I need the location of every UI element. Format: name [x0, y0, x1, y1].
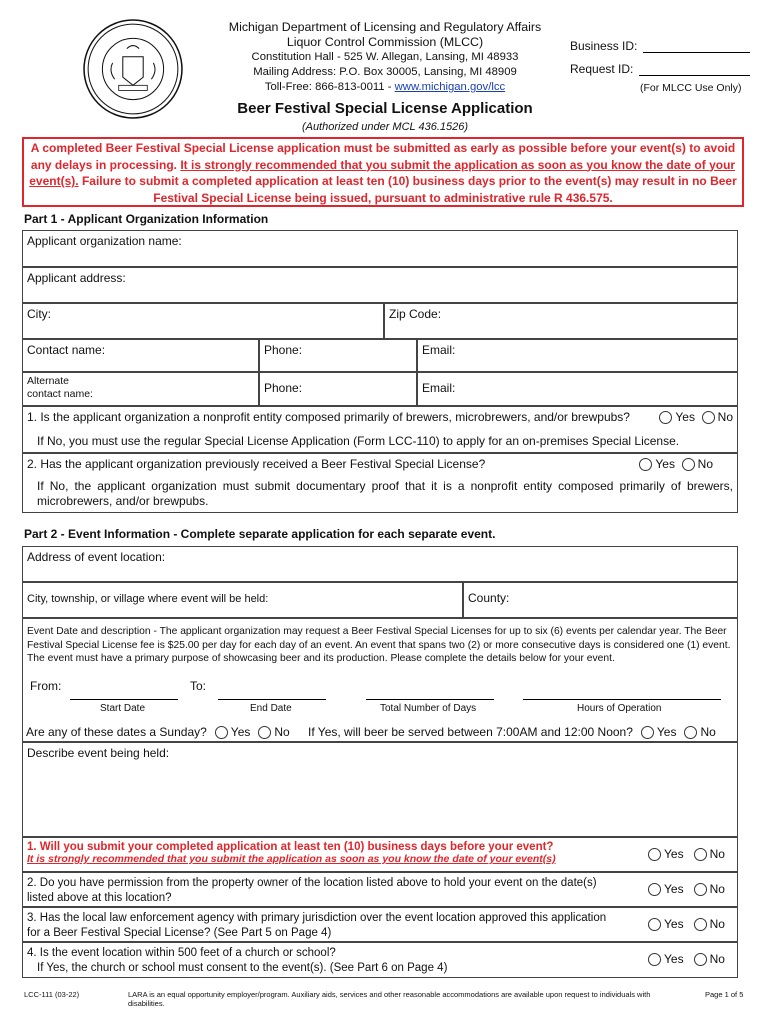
- total-days-field[interactable]: [366, 699, 494, 700]
- no-label: No: [717, 410, 733, 424]
- address-line-2: Mailing Address: P.O. Box 30005, Lansing, MI 48909: [253, 66, 517, 78]
- warning-p3: Failure to submit a completed application at least ten (10) business days prior to the event(s) may result in no Beer Festival Special License being issued, pursuant to administrative rule R 436.575.: [81, 174, 737, 205]
- phone-line: [215, 80, 555, 95]
- part2-q4-note: If Yes, the church or school must consent to the event(s). (See Part 6 on Page 4): [37, 962, 448, 974]
- yes-label: Yes: [664, 847, 684, 861]
- from-label: From:: [30, 679, 62, 693]
- org-name-field[interactable]: [22, 230, 738, 267]
- part1-q1-row: [22, 406, 738, 453]
- form-subtitle: (Authorized under MCL 436.1526): [301, 121, 469, 133]
- warning-p2: It is strongly recommended that you submit the application as soon as you know the date of your event(s).: [29, 157, 736, 188]
- part2-q1-no[interactable]: [694, 847, 725, 861]
- part2-q4-text: 4. Is the event location within 500 feet of a church or school?: [27, 947, 336, 959]
- part1-q2-note: If No, the applicant organization must submit documentary proof that it is a nonprofit entity composed primarily of brewers, microbrewers, and/or brewpubs.: [37, 478, 733, 508]
- radio-circle-icon: [694, 848, 707, 861]
- event-address-label: Address of event location:: [27, 550, 166, 564]
- radio-circle-icon: [659, 411, 672, 424]
- phone-text: Toll-Free: 866-813-0011 -: [264, 81, 395, 93]
- yes-label: Yes: [230, 725, 251, 739]
- part1-q2-text: 2. Has the applicant organization previously received a Beer Festival Special License?: [27, 457, 486, 471]
- radio-circle-icon: [702, 411, 715, 424]
- alt-phone-label: Phone:: [264, 381, 303, 395]
- county-field[interactable]: [463, 582, 738, 618]
- warning-p1: A completed Beer Festival Special License application must be submitted as early as possible before your event(s) to avoid any delays in processing.: [30, 141, 736, 172]
- eeo-statement: LARA is an equal opportunity employer/program. Auxiliary aids, services and other reasonable accommodations are available upon request to individuals with disabilities.: [128, 990, 651, 1008]
- contact-name-field[interactable]: [22, 339, 259, 372]
- radio-circle-icon: [648, 953, 661, 966]
- radio-circle-icon: [684, 726, 697, 739]
- sunday-no[interactable]: [258, 725, 289, 739]
- county-label: County:: [468, 591, 510, 605]
- part2-q4-yes[interactable]: [648, 952, 684, 966]
- event-description-field[interactable]: [22, 742, 738, 837]
- agency-header: [215, 20, 555, 95]
- no-label: No: [700, 725, 716, 739]
- event-city-label: City, township, or village where event will be held:: [27, 593, 269, 605]
- part2-q2-yes[interactable]: [648, 882, 684, 896]
- radio-circle-icon: [258, 726, 271, 739]
- end-date-label: End Date: [250, 703, 292, 714]
- part1-q2-no[interactable]: [682, 457, 713, 471]
- sunday-yes[interactable]: [215, 725, 251, 739]
- part1-heading: Part 1 - Applicant Organization Information: [24, 212, 269, 226]
- address-line-1: Constitution Hall - 525 W. Allegan, Lansing, MI 48933: [251, 51, 519, 63]
- email-field[interactable]: [417, 339, 738, 372]
- request-id-field[interactable]: [639, 61, 750, 76]
- radio-circle-icon: [641, 726, 654, 739]
- radio-circle-icon: [694, 918, 707, 931]
- business-id-label: Business ID:: [570, 39, 638, 53]
- part2-q2-options: [648, 882, 725, 896]
- dept-name: Michigan Department of Licensing and Regulatory Affairs: [228, 20, 542, 34]
- yes-label: Yes: [656, 725, 677, 739]
- no-label: No: [697, 457, 713, 471]
- form-number: LCC-111 (03-22): [24, 990, 80, 999]
- sunday-row: [26, 725, 290, 739]
- zip-label: Zip Code:: [389, 307, 442, 321]
- business-id-field[interactable]: [643, 38, 750, 53]
- part2-q3-text: 3. Has the local law enforcement agency with primary jurisdiction over the event location approved this application for a Beer Festival Special License? (See Part 5 on Page 4): [27, 912, 607, 939]
- alt-email-label: Email:: [422, 381, 456, 395]
- org-name-label: Applicant organization name:: [27, 234, 182, 248]
- part2-q2-row: [22, 872, 738, 907]
- zip-field[interactable]: [384, 303, 738, 339]
- phone-label: Phone:: [264, 343, 303, 357]
- contact-name-label: Contact name:: [27, 343, 106, 357]
- event-description-text: Event Date and description - The applicant organization may request a Beer Festival Special Licenses for up to six (6) events per calendar year. The Beer Festival Special License fee is $25.00 per day for each day of an event. An event that spans two (2) or more consecutive days is considered one (1) event. The event must have a primary purpose of showcasing beer and its production. Please complete the details below for your event.: [27, 626, 731, 664]
- form-title: Beer Festival Special License Application: [237, 100, 533, 117]
- describe-label: Describe event being held:: [27, 746, 170, 760]
- no-label: No: [709, 882, 725, 896]
- sunday-followup-no[interactable]: [684, 725, 715, 739]
- part2-q1-options: [648, 847, 725, 861]
- city-label: City:: [27, 307, 51, 321]
- phone-field[interactable]: [259, 339, 417, 372]
- mlcc-use-note: (For MLCC Use Only): [640, 82, 742, 94]
- part1-q1-yes[interactable]: [659, 410, 695, 424]
- request-id-label: Request ID:: [570, 62, 634, 76]
- alt-phone-field[interactable]: [259, 372, 417, 406]
- address-label: Applicant address:: [27, 271, 126, 285]
- start-date-field[interactable]: [70, 699, 178, 700]
- alt-email-field[interactable]: [417, 372, 738, 406]
- start-date-label: Start Date: [100, 703, 146, 714]
- part2-q4-row: [22, 942, 738, 978]
- event-dates-section: [22, 618, 738, 742]
- hours-label: Hours of Operation: [577, 703, 662, 714]
- yes-label: Yes: [655, 457, 675, 471]
- sunday-followup-yes[interactable]: [641, 725, 677, 739]
- ids-block: [570, 30, 750, 76]
- event-city-field[interactable]: [22, 582, 463, 618]
- part2-q3-yes[interactable]: [648, 917, 684, 931]
- event-address-field[interactable]: [22, 546, 738, 582]
- part2-q4-options: [648, 952, 725, 966]
- no-label: No: [709, 952, 725, 966]
- alt-contact-label-2: contact name:: [27, 388, 93, 400]
- radio-circle-icon: [648, 883, 661, 896]
- sunday-question: Are any of these dates a Sunday?: [26, 725, 207, 739]
- part1-q2-yes[interactable]: [639, 457, 675, 471]
- email-label: Email:: [422, 343, 456, 357]
- sunday-followup-question: If Yes, will beer be served between 7:00AM and 12:00 Noon?: [308, 725, 633, 739]
- radio-circle-icon: [215, 726, 228, 739]
- part1-q1-text: 1. Is the applicant organization a nonprofit entity composed primarily of brewers, microbrewers, and/or brewpubs?: [27, 410, 630, 424]
- city-field[interactable]: [22, 303, 384, 339]
- part2-q1-note: It is strongly recommended that you submit the application as soon as you know the date of your event(s): [27, 853, 556, 865]
- to-label: To:: [190, 679, 207, 693]
- part2-q3-no[interactable]: [694, 917, 725, 931]
- alt-contact-label-1: Alternate: [27, 375, 70, 387]
- yes-label: Yes: [664, 917, 684, 931]
- part1-q1-note: If No, you must use the regular Special License Application (Form LCC-110) to apply for an on-premises Special License.: [37, 433, 680, 448]
- radio-circle-icon: [694, 953, 707, 966]
- no-label: No: [274, 725, 290, 739]
- yes-label: Yes: [664, 952, 684, 966]
- hours-field[interactable]: [523, 699, 721, 700]
- part2-q1-row: [22, 837, 738, 872]
- address-field[interactable]: [22, 267, 738, 303]
- page-number: Page 1 of 5: [705, 990, 744, 999]
- commission-name: Liquor Control Commission (MLCC): [286, 35, 484, 49]
- part2-q3-options: [648, 917, 725, 931]
- part2-q2-no[interactable]: [694, 882, 725, 896]
- part2-q4-no[interactable]: [694, 952, 725, 966]
- part2-q1-yes[interactable]: [648, 847, 684, 861]
- part2-heading: Part 2 - Event Information - Complete separate application for each separate event.: [24, 527, 496, 541]
- radio-circle-icon: [694, 883, 707, 896]
- end-date-field[interactable]: [218, 699, 326, 700]
- radio-circle-icon: [639, 458, 652, 471]
- sunday-followup-row: [308, 725, 716, 739]
- total-days-label: Total Number of Days: [380, 703, 477, 714]
- part1-q1-no[interactable]: [702, 410, 733, 424]
- part1-q2-row: [22, 453, 738, 513]
- radio-circle-icon: [682, 458, 695, 471]
- part2-q1-text: 1. Will you submit your completed application at least ten (10) business days before your event?: [27, 841, 554, 853]
- yes-label: Yes: [664, 882, 684, 896]
- radio-circle-icon: [648, 918, 661, 931]
- part2-q2-text: 2. Do you have permission from the property owner of the location listed above to hold your event on the date(s) listed above at this location?: [27, 877, 597, 904]
- warning-box: [22, 137, 744, 207]
- part2-q3-row: [22, 907, 738, 942]
- yes-label: Yes: [675, 410, 695, 424]
- no-label: No: [709, 917, 725, 931]
- no-label: No: [709, 847, 725, 861]
- website-link[interactable]: www.michigan.gov/lcc: [394, 81, 506, 93]
- alt-contact-field[interactable]: [22, 372, 259, 406]
- radio-circle-icon: [648, 848, 661, 861]
